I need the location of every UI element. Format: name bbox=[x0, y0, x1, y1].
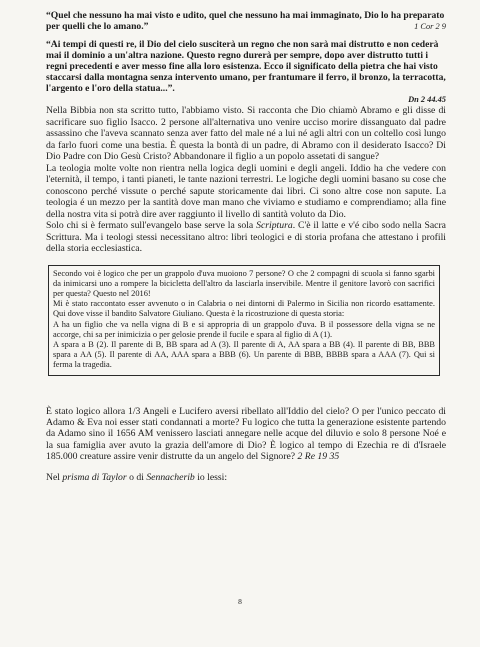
prism-after: io lessi: bbox=[194, 471, 228, 483]
paragraph-abraham: Nella Bibbia non sta scritto tutto, l'abbiamo visto. Si racconta che Dio chiamò Abramo e gli disse di sacrificare suo figlio Isacco. 2 persone all'alternativa uno venire ucciso morire dissanguato dal padre assassino che l'aveva scannato senza aver fatto del male né a lui né agli altri con un coltello così lungo da farlo fuori come una bestia. È questa la bontà di un padre, di Abramo con il desiderato Isacco? Di Dio Padre con Dio Gesù Cristo? Abbandonare il figlio a un popolo assetati di sangue? bbox=[46, 105, 446, 162]
paragraph-theology: La teologia molte volte non rientra nella logica degli uomini e degli angeli. Iddio ha che vedere con l'eternità, il tempo, i tanti pianeti, le tante nazioni terrestri. Le logiche degli uomini basano su cose che conoscono perché vissute o perché sapute storicamente dai libri. Ci sono altre cose non sapute. La teologia é un mezzo per la santità dove man mano che viviamo e studiamo e comprendiamo; alla fine della nostra vita si potrà dire aver raggiunto il livello di santità voluto da Dio. bbox=[46, 162, 446, 220]
quote-daniel-reference: Dn 2 44.45 bbox=[408, 95, 446, 104]
prism-middle: o di bbox=[126, 471, 147, 483]
quote-daniel-text: “Ai tempi di questi re, il Dio del cielo susciterà un regno che non sarà mai distrutto e non cederà mai il dominio a un'altra nazione. Questo regno durerà per sempre, dopo aver distrutto tutti i regni precedenti e aver messo fine alla loro esistenza. Ecco il significato della pietra che hai visto staccarsi dalla montagna senza intervento umano, per frantumare il ferro, il bronzo, la terracotta, l'argento e l'oro della statua...”. bbox=[46, 39, 446, 94]
prism-taylor: prisma di Taylor bbox=[62, 471, 127, 483]
story-box-chain: A spara a B (2). Il parente di B, BB spara ad A (3). Il parente di A, AA spara a BB (4). Il parente di BB, BBB spara a AA (5). Il parente di AA, AAA spara a BBB (6). Un parente di BBB, BBBB spara a AAA (7). Qui si ferma la tragedia. bbox=[53, 339, 435, 370]
page-content bbox=[46, 8, 446, 483]
quote-corinthians-reference: 1 Cor 2 9 bbox=[414, 22, 446, 31]
story-box-story: A ha un figlio che va nella vigna di B e si appropria di un grappolo d'uva. B il possessore della vigna se ne accorge, chi sa per inimicizia o per gelosie prende il fucile e spara al figlio di A (1). bbox=[53, 319, 435, 339]
quote-corinthians-text: “Quel che nessuno ha mai visto e udito, quel che nessuno ha mai immaginato, Dio lo ha preparato per quelli che lo amano.” bbox=[46, 10, 445, 32]
prism-before: Nel bbox=[46, 471, 63, 483]
paragraph-logic-questions bbox=[46, 406, 446, 463]
paragraph-logic-text: È stato logico allora 1/3 Angeli e Lucifero aversi ribellato all'Iddio del cielo? O per l'unico peccato di Adamo & Eva noi esser stati condannati a morte? Fu logico che tutta la generazione esistente partendo da Adamo sino il 1656 AM venissero lasciati annegare nelle acque del diluvio e solo 8 persone Noé e la sua famiglia aver avuto la grazia dell'amore di Dio? È logico al tempo di Ezechia re di d'Israele 185.000 creature assire venir distrutte da un angelo del Signore? bbox=[46, 405, 446, 463]
paragraph-scriptura bbox=[46, 220, 446, 255]
prism-sennacherib: Sennacherib bbox=[146, 471, 195, 483]
story-box bbox=[48, 265, 440, 376]
paragraph-logic-reference: 2 Re 19 35 bbox=[297, 451, 340, 463]
page-number: 8 bbox=[238, 597, 242, 606]
paragraph-scriptura-after: . C'è il latte e v'é cibo sodo nella Sacra Scrittura. Ma i teologi stessi necessitano altro: libri teologici e di storia profana che attestano i profili della storia ecclesiastica. bbox=[46, 220, 446, 254]
quote-corinthians bbox=[46, 10, 446, 32]
story-box-intro: Secondo voi è logico che per un grappolo d'uva muoiono 7 persone? O che 2 compagni di scuola si fanno sgarbi da inimicarsi uno a rompere la bicicletta dell'altro da lasciarla inservibile. Mentre il genitore lavorò con sacrifici per questa? Questo nel 2016! bbox=[53, 268, 435, 298]
story-box-location: Mi è stato raccontato esser avvenuto o in Calabria o nei dintorni di Palermo in Sicilia non ricordo esattamente. Qui dove visse il bandito Salvatore Giuliano. Questa è la ricostruzione di questa storia: bbox=[53, 299, 435, 319]
paragraph-prism bbox=[46, 472, 446, 484]
quote-daniel bbox=[46, 39, 446, 105]
paragraph-scriptura-before: Solo chi si è fermato sull'evangelo base serve la sola bbox=[46, 220, 257, 231]
scriptura-italic: Scriptura bbox=[256, 220, 293, 231]
